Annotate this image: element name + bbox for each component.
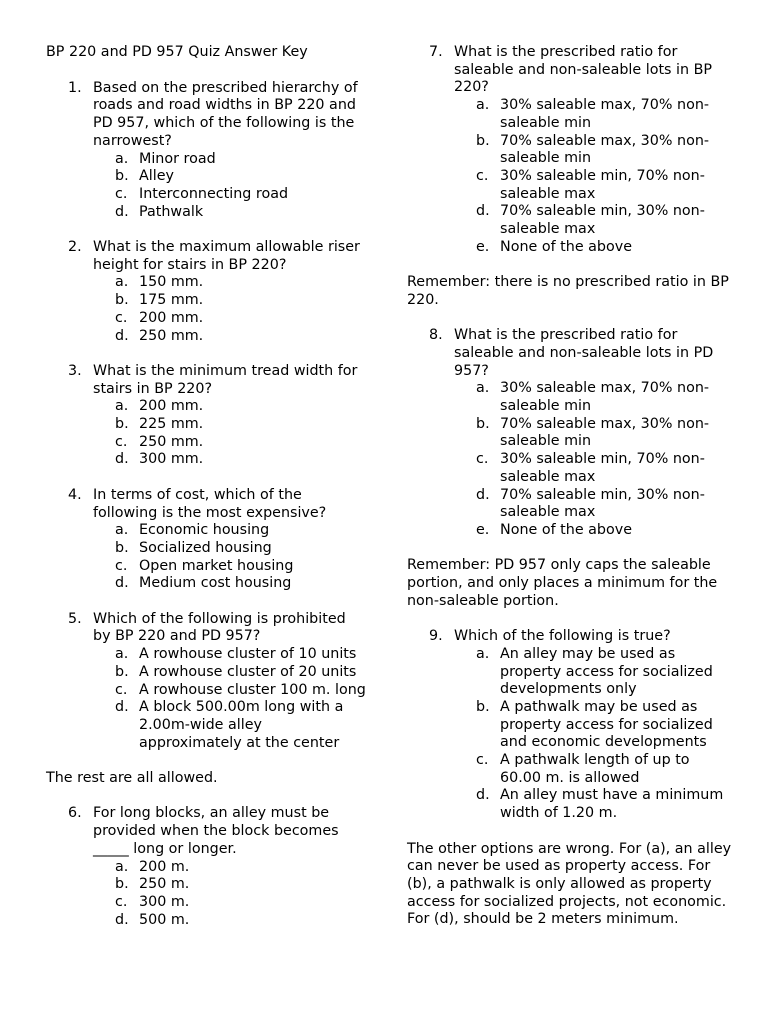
option-text: 300 m. [139,893,190,910]
option-letter: b. [476,132,490,149]
answer-options [93,274,366,345]
answer-option [93,398,366,416]
option-letter: d. [476,486,490,503]
option-letter: b. [115,876,129,893]
answer-options [93,522,366,593]
answer-option [93,434,366,452]
option-text: 30% saleable max, 70% non-saleable min [500,97,710,131]
option-text: 70% saleable min, 30% non-saleable max [500,203,705,238]
question-number: 1. [68,79,82,96]
answer-options [454,646,732,823]
option-text: A rowhouse cluster 100 m. long [139,681,366,698]
option-text: Medium cost housing [139,575,292,592]
explanation-note: The rest are all allowed. [46,770,218,787]
option-letter: b. [115,168,129,185]
option-letter: d. [115,911,129,928]
answer-option [93,912,366,930]
answer-option [454,416,732,451]
option-letter: a. [476,380,490,397]
option-text: 200 mm. [139,398,204,415]
explanation-note: Remember: there is no prescribed ratio in BP 220. [407,274,729,308]
option-text: 250 m. [139,876,190,893]
option-text: An alley may be used as property access for socialized developments only [500,645,713,698]
option-letter: d. [115,451,129,468]
document-title: BP 220 and PD 957 Quiz Answer Key [46,44,308,60]
answer-option [93,186,366,204]
answer-option [93,416,366,434]
option-letter: c. [476,752,489,769]
question-text: For long blocks, an alley must be provided when the block becomes _____ long or longer. [93,805,339,857]
option-text: 200 m. [139,858,190,875]
question-number: 4. [68,486,82,503]
question-number: 8. [429,327,443,344]
option-letter: c. [115,557,128,574]
question-8 [407,327,732,539]
answer-option [93,204,366,222]
question-number: 5. [68,610,82,627]
option-letter: d. [115,203,129,220]
right-column-body [407,44,732,929]
option-text: 500 m. [139,911,190,928]
option-letter: c. [115,185,128,202]
option-text: Economic housing [139,522,270,539]
answer-option [93,876,366,894]
option-letter: a. [115,274,129,291]
answer-option [454,133,732,168]
question-text: What is the maximum allowable riser height for stairs in BP 220? [93,239,360,273]
question-text: Which of the following is true? [454,628,671,645]
option-text: 250 mm. [139,433,204,450]
option-letter: b. [115,539,129,556]
option-letter: c. [115,893,128,910]
left-column [46,44,366,947]
answer-options [93,859,366,930]
answer-option [93,664,366,682]
question-1 [46,80,366,222]
question-9 [407,628,732,823]
answer-option [93,540,366,558]
option-letter: a. [115,150,129,167]
answer-option [93,292,366,310]
answer-options [454,380,732,539]
question-text: Based on the prescribed hierarchy of roads and road widths in BP 220 and PD 957, which of the following is the narrowest? [93,79,358,149]
answer-option [454,239,732,257]
option-text: None of the above [500,521,633,538]
right-column [407,44,732,947]
option-letter: c. [115,309,128,326]
question-number: 6. [68,805,82,822]
option-text: Interconnecting road [139,185,289,202]
question-text: What is the minimum tread width for stairs in BP 220? [93,362,358,397]
question-3 [46,363,366,469]
option-text: Minor road [139,150,216,167]
option-text: A block 500.00m long with a 2.00m-wide alley approximately at the center [139,699,344,751]
question-text: What is the prescribed ratio for saleable and non-saleable lots in PD 957? [454,327,714,379]
option-letter: a. [476,645,490,662]
option-text: An alley must have a minimum width of 1.20 m. [500,787,724,822]
question-number: 9. [429,628,443,645]
answer-options [454,97,732,256]
answer-option [454,380,732,415]
option-letter: d. [476,203,490,220]
option-letter: d. [115,327,129,344]
option-text: 250 mm. [139,327,204,344]
answer-option [454,646,732,699]
option-letter: e. [476,238,490,255]
question-7 [407,44,732,256]
option-letter: d. [476,787,490,804]
option-text: 300 mm. [139,451,204,468]
option-text: A rowhouse cluster of 20 units [139,663,357,680]
answer-option [93,558,366,576]
option-text: 70% saleable min, 30% non-saleable max [500,486,705,521]
option-text: 30% saleable max, 70% non-saleable min [500,380,710,415]
option-letter: d. [115,575,129,592]
answer-option [454,787,732,822]
answer-options [93,646,366,752]
option-text: 70% saleable max, 30% non-saleable min [500,132,710,167]
question-text: What is the prescribed ratio for saleable and non-saleable lots in BP 220? [454,44,713,96]
answer-option [93,168,366,186]
explanation-note: Remember: PD 957 only caps the saleable portion, and only places a minimum for the non-saleable portion. [407,557,718,609]
question-6 [46,805,366,929]
option-text: 30% saleable min, 70% non-saleable max [500,167,705,202]
option-letter: b. [115,663,129,680]
answer-option [93,151,366,169]
left-column-body [46,80,366,930]
option-text: 30% saleable min, 70% non-saleable max [500,451,705,485]
question-4 [46,487,366,593]
question-number: 7. [429,44,443,60]
option-letter: c. [476,167,489,184]
question-text: Which of the following is prohibited by BP 220 and PD 957? [93,610,346,645]
option-text: 175 mm. [139,292,204,309]
option-letter: d. [115,699,129,716]
answer-options [93,398,366,469]
option-letter: b. [115,292,129,309]
question-2 [46,239,366,345]
option-letter: a. [115,522,129,539]
question-number: 2. [68,239,82,256]
answer-option [93,682,366,700]
question-number: 3. [68,362,82,379]
option-text: Socialized housing [139,539,272,556]
answer-option [93,310,366,328]
option-text: Alley [139,168,174,185]
answer-option [93,575,366,593]
answer-option [454,203,732,238]
option-letter: c. [115,681,128,698]
answer-option [454,451,732,486]
option-letter: c. [115,433,128,450]
option-text: 200 mm. [139,309,204,326]
answer-option [93,522,366,540]
option-letter: a. [115,398,129,415]
answer-option [93,699,366,752]
answer-option [454,522,732,540]
answer-option [93,646,366,664]
answer-option [454,487,732,522]
option-text: 225 mm. [139,416,204,433]
option-text: None of the above [500,238,633,255]
question-5 [46,611,366,753]
option-letter: a. [476,97,490,114]
answer-options [93,151,366,222]
option-letter: b. [115,416,129,433]
option-letter: c. [476,451,489,468]
answer-option [454,699,732,752]
option-letter: a. [115,858,129,875]
answer-option [93,328,366,346]
option-text: A rowhouse cluster of 10 units [139,646,357,663]
option-letter: a. [115,646,129,663]
option-text: Open market housing [139,557,294,574]
question-text: In terms of cost, which of the following is the most expensive? [93,486,327,521]
option-letter: e. [476,521,490,538]
explanation-note: The other options are wrong. For (a), an alley can never be used as property access. For (b), a pathwalk is only allowed as property access for socialized projects, not economic. For (d), should be 2 meters minimum. [407,840,732,928]
option-text: 150 mm. [139,274,204,291]
option-letter: b. [476,415,490,432]
answer-option [454,97,732,132]
answer-option [93,859,366,877]
answer-option [454,752,732,787]
option-text: 70% saleable max, 30% non-saleable min [500,415,710,450]
answer-option [93,451,366,469]
option-text: A pathwalk length of up to 60.00 m. is allowed [500,752,690,786]
answer-option [93,894,366,912]
answer-option [93,274,366,292]
option-letter: b. [476,698,490,715]
option-text: A pathwalk may be used as property access for socialized and economic developments [500,698,713,751]
answer-option [454,168,732,203]
option-text: Pathwalk [139,203,204,220]
